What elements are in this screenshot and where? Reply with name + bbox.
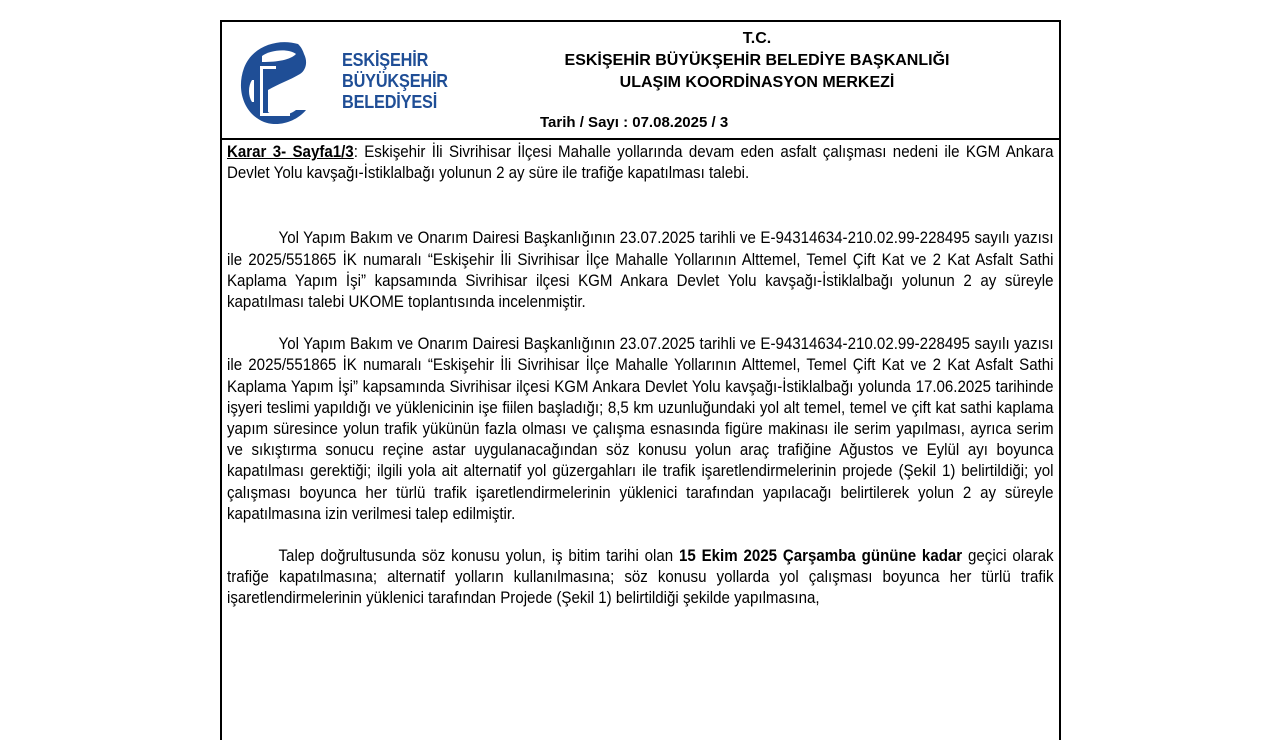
logo-line-1: ESKİŞEHİR (342, 49, 429, 70)
paragraph-3-end: geçici olarak trafiğe kapatılmasına; alternatif yolların kullanılmasına; söz konusu yollarda yol çalışması boyunca her türlü trafik işaretlendirmelerinin yüklenici tarafından Projede (Şekil 1) belirtildiği şekilde yapılmasına, (227, 547, 1054, 608)
decision-title-text: : Eskişehir İli Sivrihisar İlçesi Mahalle yollarında devam eden asfalt çalışması nedeni ile KGM Ankara Devlet Yolu kavşağı-İstiklalbağı yolunun 2 ay süre ile trafiğe kapatılması talebi. (227, 143, 1054, 183)
decision-label: Karar 3- Sayfa1/3 (227, 143, 354, 161)
deadline-date: 15 Ekim 2025 Çarşamba gününe kadar (678, 547, 963, 566)
paragraph-2: Yol Yapım Bakım ve Onarım Dairesi Başkanlığının 23.07.2025 tarihli ve E-94314634-210.02.99-228495 sayılı yazısı ile 2025/551865 İK numaralı “Eskişehir İli Sivrihisar İlçe Mahalle Yollarının Alttemel, Temel Çift Kat ve 2 Kat Asfalt Sathi Kaplama Yapım İşi” kapsamında Sivrihisar ilçesi KGM Ankara Devlet Yolu kavşağı-İstiklalbağı yolunda 17.06.2025 tarihinde işyeri teslimi yapıldığı ve yüklenicinin işe fiilen başladığı; 8,5 km uzunluğundaki yol alt temel, temel ve çift kat sathi kaplama yapım süresince yolun trafik yükünün fazla olması ve çalışma esnasında figüre makinası ile serim yapılması, ayrıca serim ve sıkıştırma sonucu reçine astar uygulanacağından söz konusu yolun araç trafiğine Ağustos ve Eylül ayı boyunca kapatılması gerektiği; ilgili yola ait alternatif yol güzergahları ile trafik işaretlendirmelerinin projede (Şekil 1) belirtildiği; yol çalışması boyunca her türlü trafik işaretlendirmelerinin yüklenici tarafından yapılacağı belirtilerek yolun 2 ay süreyle kapatılmasına izin verilmesi talep edilmiştir. (227, 335, 1054, 523)
department-title: ULAŞIM KOORDİNASYON MERKEZİ (619, 74, 895, 91)
header-titles (512, 28, 1002, 94)
date-number: Tarih / Sayı : 07.08.2025 / 3 (540, 114, 729, 131)
decision-title (227, 142, 1054, 184)
institution-title: ESKİŞEHİR BÜYÜKŞEHİR BELEDİYE BAŞKANLIĞI (564, 52, 950, 69)
paragraph-1: Yol Yapım Bakım ve Onarım Dairesi Başkanlığının 23.07.2025 tarihli ve E-94314634-210.02.99-228495 sayılı yazısı ile 2025/551865 İK numaralı “Eskişehir İli Sivrihisar İlçe Mahalle Yollarının Alttemel, Temel Çift Kat ve 2 Kat Asfalt Sathi Kaplama Yapım İşi” kapsamında Sivrihisar ilçesi KGM Ankara Devlet Yolu kavşağı-İstiklalbağı yolunun 2 ay süreyle kapatılması talebi UKOME toplantısında incelenmiştir. (227, 229, 1054, 312)
eskisehir-municipality-logo-icon (238, 40, 310, 124)
paragraph-3 (227, 546, 1054, 610)
logo-line-2: BÜYÜKŞEHİR (342, 70, 448, 91)
logo-line-3: BELEDİYESİ (342, 91, 438, 112)
paragraph-3-start: Talep doğrultusunda söz konusu yolun, iş bitim tarihi olan (278, 547, 679, 566)
logo-text (342, 49, 448, 112)
tc-label: T.C. (742, 30, 772, 47)
document-header (222, 22, 1059, 140)
document-body (222, 142, 1059, 610)
document-page (220, 20, 1061, 740)
